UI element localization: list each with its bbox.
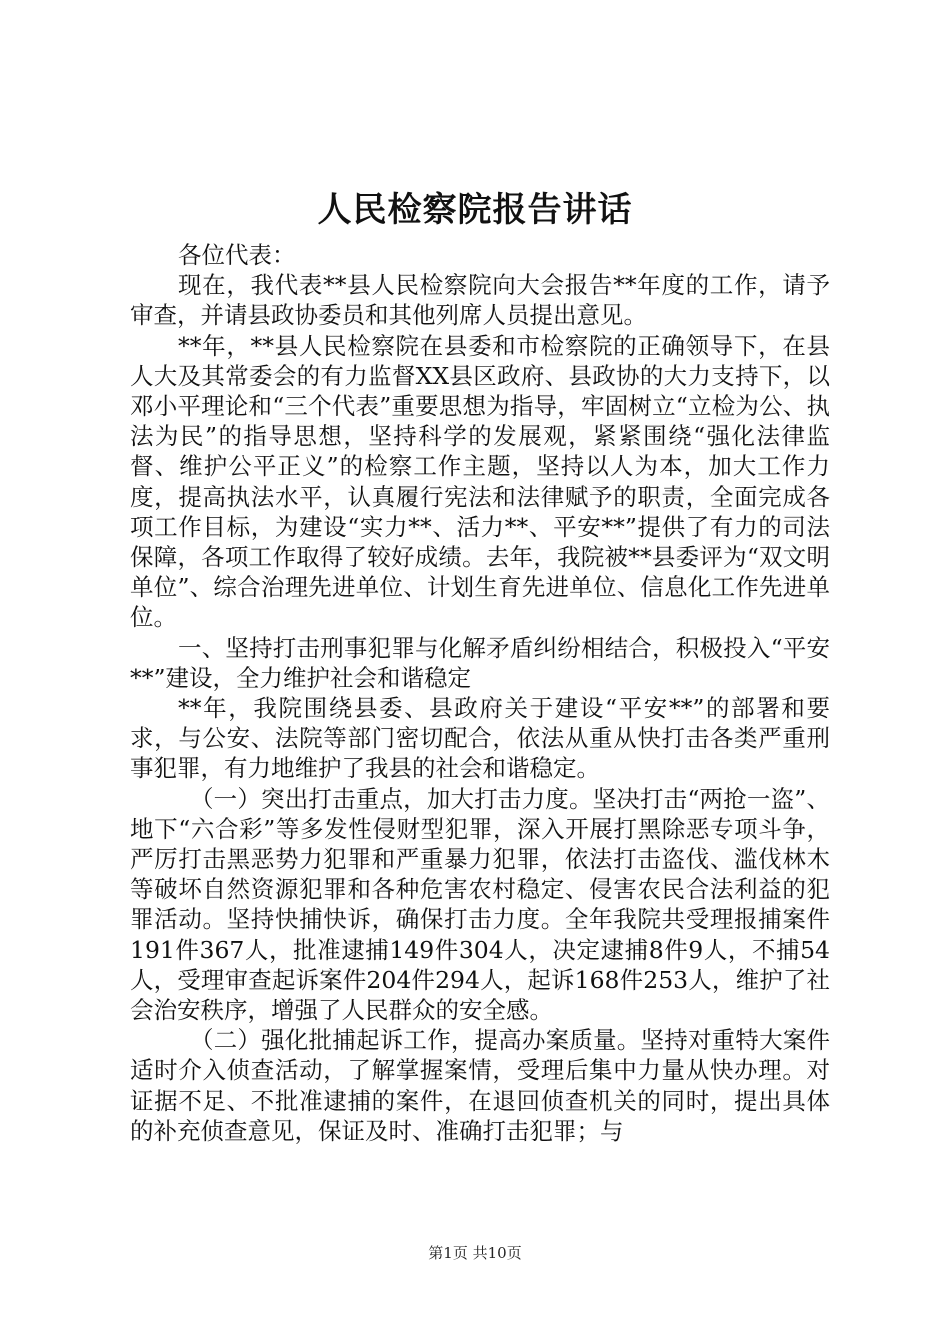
paragraph-subsection-two: （二）强化批捕起诉工作，提高办案质量。坚持对重特大案件适时介入侦查活动，了解掌握案情，受理后集中力量从快办理。对证据不足、不批准逮捕的案件，在退回侦查机关的同时，提出具体的补充侦查意见，保证及时、准确打击犯罪；与 <box>130 1026 830 1145</box>
paragraph-subsection-one: （一）突出打击重点，加大打击力度。坚决打击“两抢一盗”、地下“六合彩”等多发性侵财型犯罪，深入开展打黑除恶专项斗争，严厉打击黑恶势力犯罪和严重暴力犯罪，依法打击盗伐、滥伐林木等破坏自然资源犯罪和各种危害农村稳定、侵害农民合法利益的犯罪活动。坚持快捕快诉，确保打击力度。全年我院共受理报捕案件191件367人，批准逮捕149件304人，决定逮捕8件9人，不捕54人，受理审查起诉案件204件294人，起诉168件253人，维护了社会治安秩序，增强了人民群众的安全感。 <box>130 784 830 1025</box>
salutation: 各位代表： <box>178 241 296 269</box>
document-body <box>130 240 830 1146</box>
paragraph-overview: **年，**县人民检察院在县委和市检察院的正确领导下，在县人大及其常委会的有力监督XX县区政府、县政协的大力支持下，以邓小平理论和“三个代表”重要思想为指导，牢固树立“立检为公、执法为民”的指导思想，坚持科学的发展观，紧紧围绕“强化法律监督、维护公平正义”的检察工作主题，坚持以人为本，加大工作力度，提高执法水平，认真履行宪法和法律赋予的职责，全面完成各项工作目标，为建设“实力**、活力**、平安**”提供了有力的司法保障，各项工作取得了较好成绩。去年，我院被**县委评为“双文明单位”、综合治理先进单位、计划生育先进单位、信息化工作先进单位。 <box>130 331 830 632</box>
paragraph-opening: 现在，我代表**县人民检察院向大会报告**年度的工作，请予审查，并请县政协委员和其他列席人员提出意见。 <box>130 271 830 330</box>
section-heading-one: 一、坚持打击刑事犯罪与化解矛盾纠纷相结合，积极投入“平安**”建设，全力维护社会和谐稳定 <box>130 633 830 692</box>
page-title: 人民检察院报告讲话 <box>317 190 633 230</box>
page-number-footer: 第1页 共10页 <box>428 1244 522 1262</box>
paragraph-section-one-intro: **年，我院围绕县委、县政府关于建设“平安**”的部署和要求，与公安、法院等部门密切配合，依法从重从快打击各类严重刑事犯罪，有力地维护了我县的社会和谐稳定。 <box>130 694 830 783</box>
